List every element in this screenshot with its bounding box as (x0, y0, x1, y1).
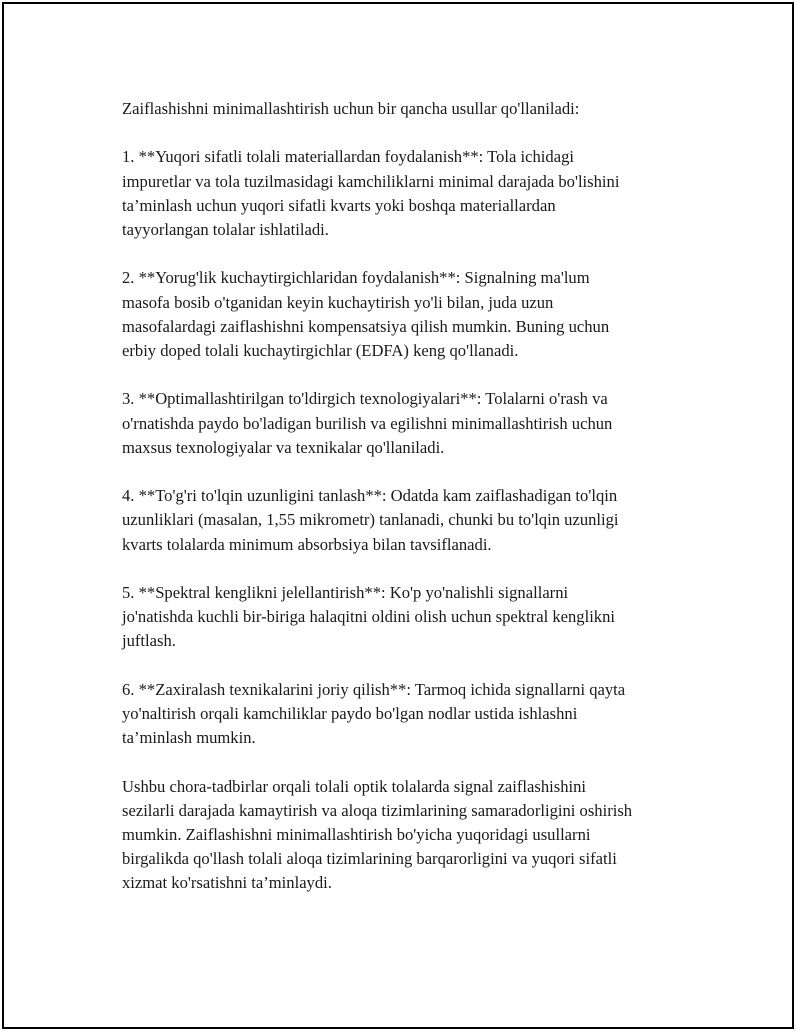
list-item-1: 1. **Yuqori sifatli tolali materiallardan foydalanish**: Tola ichidagi impuretlar va tola tuzilmasidagi kamchiliklarni minimal darajada bo'lishini ta’minlash uchun yuqori sifatli kvarts yoki boshqa materiallardan tayyorlangan tolalar ishlatiladi. (122, 147, 620, 239)
list-item-6: 6. **Zaxiralash texnikalarini joriy qilish**: Tarmoq ichida signallarni qayta yo'naltirish orqali kamchiliklar paydo bo'lgan nodlar ustida ishlashni ta’minlash mumkin. (122, 679, 626, 748)
list-item-5: 5. **Spektral kenglikni jelellantirish**: Ko'p yo'nalishli signallarni jo'natishda kuchli bir-biriga halaqitni oldini olish uchun spektral kenglikni juftlash. (122, 582, 616, 651)
list-item-4: 4. **To'g'ri to'lqin uzunligini tanlash**: Odatda kam zaiflashadigan to'lqin uzunliklari (masalan, 1,55 mikrometr) tanlanadi, chunki bu to'lqin uzunligi kvarts tolalarda minimum absorbsiya bilan tavsiflanadi. (122, 486, 619, 554)
page-frame (2, 2, 794, 1029)
intro-paragraph: Zaiflashishni minimallashtirish uchun bir qancha usullar qo'llaniladi: (122, 99, 580, 118)
document-body (122, 97, 702, 920)
list-item-3: 3. **Optimallashtirilgan to'ldirgich texnologiyalari**: Tolalarni o'rash va o'rnatishda paydo bo'ladigan burilish va egilishni minimallashtirish uchun maxsus texnologiyalar va texnikalar qo'llaniladi. (122, 389, 613, 457)
list-item-2: 2. **Yorug'lik kuchaytirgichlaridan foydalanish**: Signalning ma'lum masofa bosib o'tganidan keyin kuchaytirish yo'li bilan, juda uzun masofalardagi zaiflashishni kompensatsiya qilish mumkin. Buning uchun erbiy doped tolali kuchaytirgichlar (EDFA) keng qo'llanadi. (122, 268, 610, 360)
conclusion-paragraph: Ushbu chora-tadbirlar orqali tolali optik tolalarda signal zaiflashishini sezilarli darajada kamaytirish va aloqa tizimlarining samaradorligini oshirish mumkin. Zaiflashishni minimallashtirish bo'yicha yuqoridagi usullarni birgalikda qo'llash tolali aloqa tizimlarining barqarorligini va yuqori sifatli xizmat ko'rsatishni ta’minlaydi. (122, 776, 633, 893)
